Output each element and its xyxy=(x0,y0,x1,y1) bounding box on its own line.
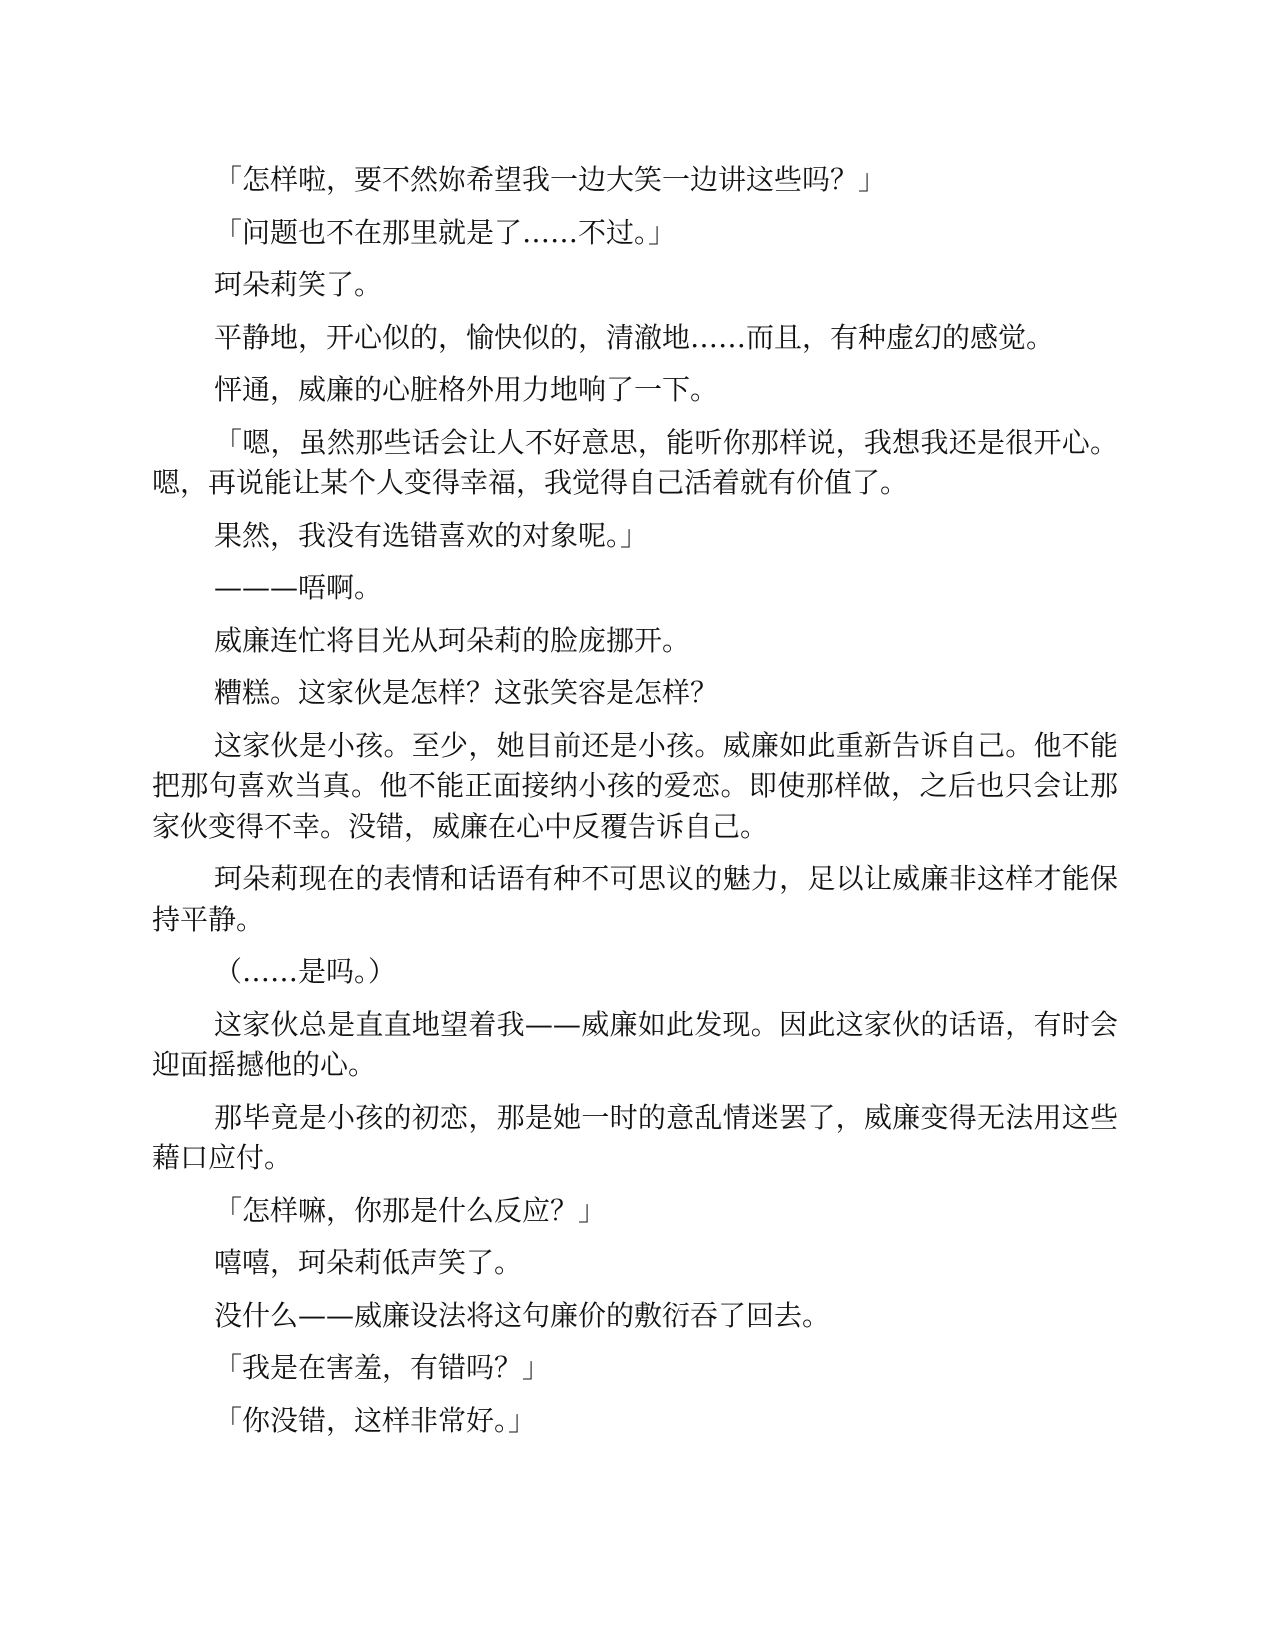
paragraph: 果然，我没有选错喜欢的对象呢。」 xyxy=(214,518,649,552)
paragraph: 珂朵莉现在的表情和话语有种不可思议的魅力，足以让威廉非这样才能保持平静。 xyxy=(152,862,1118,936)
paragraph: 「你没错，这样非常好。」 xyxy=(214,1403,537,1437)
paragraph: 威廉连忙将目光从珂朵莉的脸庞挪开。 xyxy=(214,623,691,657)
paragraph: 珂朵莉笑了。 xyxy=(214,268,383,301)
paragraph: 糟糕。这家伙是怎样？这张笑容是怎样？ xyxy=(214,676,719,709)
paragraph: 怦通，威廉的心脏格外用力地响了一下。 xyxy=(214,373,719,406)
paragraph: （……是吗。） xyxy=(214,955,397,988)
paragraph: 那毕竟是小孩的初恋，那是她一时的意乱情迷罢了，威廉变得无法用这些藉口应付。 xyxy=(152,1100,1118,1174)
paragraph: 平静地，开心似的，愉快似的，清澈地……而且，有种虚幻的感觉。 xyxy=(214,320,1055,354)
paragraph: 「怎样啦，要不然妳希望我一边大笑一边讲这些吗？」 xyxy=(214,163,887,196)
paragraph: 「我是在害羞，有错吗？」 xyxy=(214,1351,551,1384)
paragraph: 「怎样嘛，你那是什么反应？」 xyxy=(214,1193,607,1227)
body-text xyxy=(152,160,1118,1453)
paragraph: 没什么——威廉设法将这句廉价的敷衍吞了回去。 xyxy=(214,1298,831,1332)
paragraph: 嘻嘻，珂朵莉低声笑了。 xyxy=(214,1246,523,1279)
paragraph: 「问题也不在那里就是了……不过。」 xyxy=(214,215,677,249)
paragraph: 这家伙是小孩。至少，她目前还是小孩。威廉如此重新告诉自己。他不能把那句喜欢当真。他不能正面接纳小孩的爱恋。即使那样做，之后也只会让那家伙变得不幸。没错，威廉在心中反覆告诉自己。 xyxy=(152,728,1118,843)
paragraph: ———唔啊。 xyxy=(214,571,383,604)
paragraph: 这家伙总是直直地望着我——威廉如此发现。因此这家伙的话语，有时会迎面摇撼他的心。 xyxy=(152,1007,1118,1081)
paragraph: 「嗯，虽然那些话会让人不好意思，能听你那样说，我想我还是很开心。嗯，再说能让某个人变得幸福，我觉得自己活着就有价值了。 xyxy=(152,425,1118,499)
